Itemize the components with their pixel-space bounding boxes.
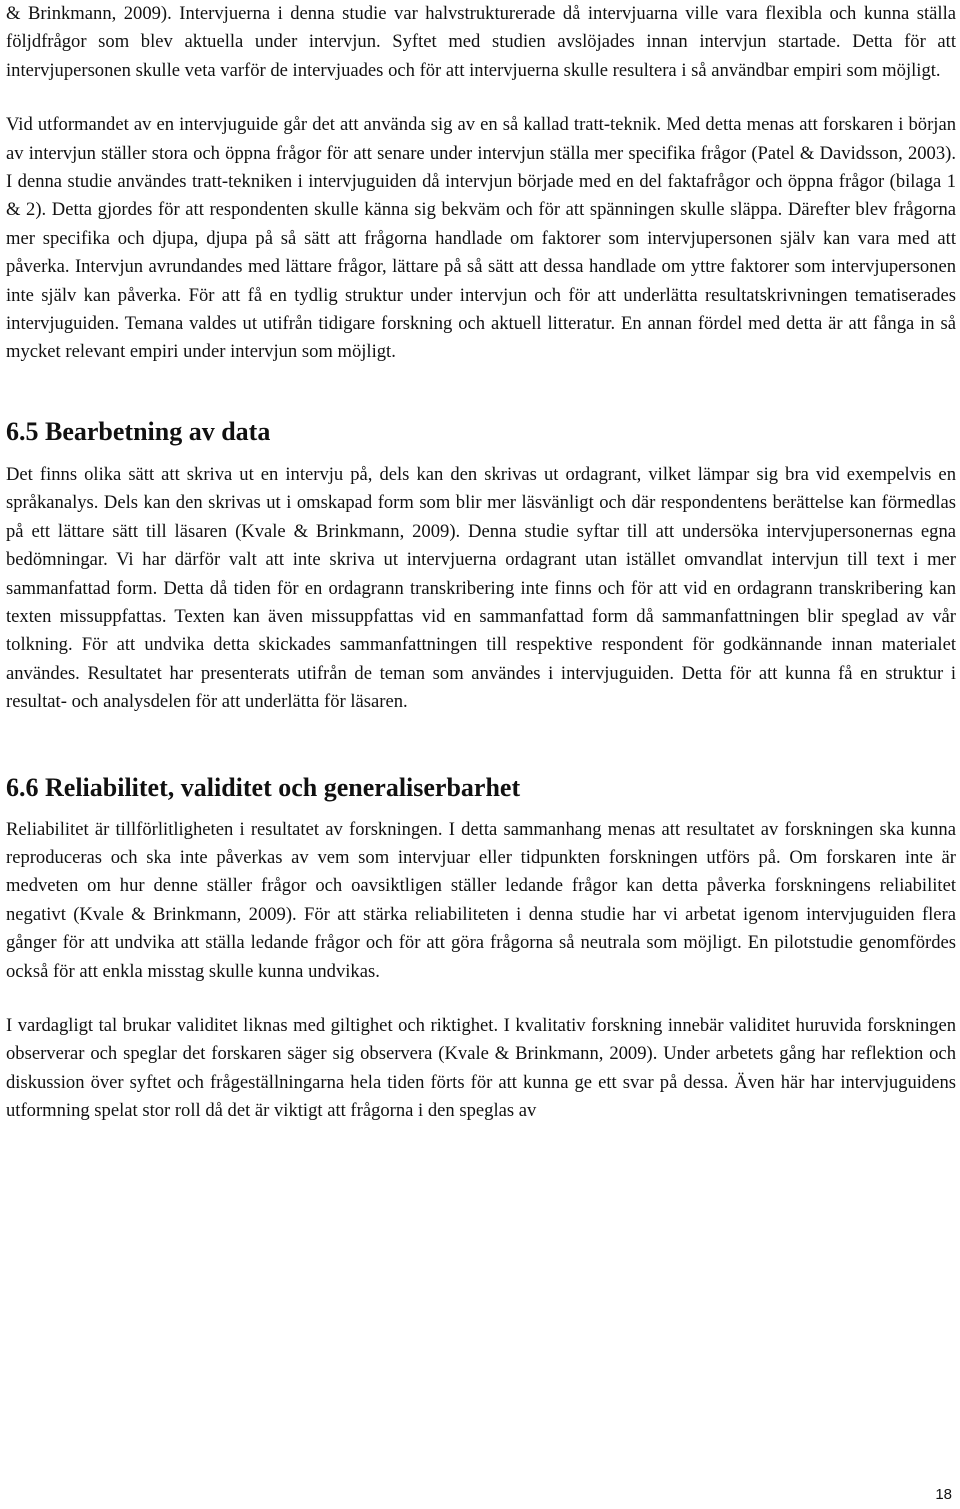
section-heading-reliability-validity: 6.6 Reliabilitet, validitet och generaliserbarhet (6, 772, 521, 802)
paragraph-data-processing: Det finns olika sätt att skriva ut en intervju på, dels kan den skrivas ut ordagrant, vilket lämpar sig bra vid exempelvis en språkanalys. Dels kan den skrivas ut i omskapad form som blir mer läsvänligt och där respondentens berättelse kan förmedlas på ett lättare sätt till läsaren (Kvale & Brinkmann, 2009). Denna studie syftar till att undersöka intervjupersonernas egna bedömningar. Vi har därför valt att inte skriva ut intervjuerna ordagrant utan istället omvandlat intervjun till text i mer sammanfattad form. Detta då tiden för en ordagrann transkribering inte finns och för att vid en ordagrann transkribering kan texten missuppfattas. Texten kan även missuppfattas vid en sammanfattad form då sammanfattningen blir speglad av vår tolkning. För att undvika detta skickades sammanfattningen till respektive respondent för godkännande innan materialet användes. Resultatet har presenterats utifrån de teman som användes i intervjuguiden. Detta för att kunna få en struktur i resultat- och analysdelen för att underlätta för läsaren. (6, 463, 956, 713)
paragraph-interview-structure: & Brinkmann, 2009). Intervjuerna i denna studie var halvstrukturerade då intervjuarna ville vara flexibla och kunna ställa följdfrågor som blev aktuella under intervjun. Syftet med studien avslöjades innan intervjun startade. Detta för att intervjupersonen skulle veta varför de intervjuades och för att intervjuerna skulle resultera i så användbar empiri som möjligt. (6, 3, 956, 81)
paragraph-validity: I vardagligt tal brukar validitet liknas med giltighet och riktighet. I kvalitativ forskning innebär validitet huruvida forskningen observerar och speglar det forskaren säger sig observera (Kvale & Brinkmann, 2009). Under arbetets gång har reflektion och diskussion över syftet och frågeställningarna hela tiden förts för att kunna ge ett svar på dessa. Även här har intervjuguidens utformning spelat stor roll då det är viktigt att frågorna i den speglas av (6, 1014, 956, 1122)
section-heading-data-processing: 6.5 Bearbetning av data (6, 416, 271, 446)
paragraph-reliability: Reliabilitet är tillförlitligheten i resultatet av forskningen. I detta sammanhang menas att resultatet av forskningen ska kunna reproduceras och ska inte påverkas av vem som intervjuar eller tidpunkten forskningen utförs på. Om forskaren inte är medveten om hur denne ställer frågor och oavsiktligen ställer ledande frågor kan detta påverka forskningens reliabilitet negativt (Kvale & Brinkmann, 2009). För att stärka reliabiliteten i denna studie har vi arbetat igenom intervjuguiden flera gånger för att undvika att ställa ledande frågor och för att göra frågorna så neutrala som möjligt. En pilotstudie genomfördes också för att enkla misstag skulle kunna undvikas. (6, 818, 956, 982)
document-page (6, 0, 956, 1126)
paragraph-funnel-technique: Vid utformandet av en intervjuguide går det att använda sig av en så kallad tratt-teknik. Med detta menas att forskaren i början av intervjun ställer stora och öppna frågor för att senare under intervjun ställa mer specifika frågor (Patel & Davidsson, 2003). I denna studie användes tratt-tekniken i intervjuguiden då intervjun började med en del faktafrågor och öppna frågor (bilaga 1 & 2). Detta gjordes för att respondenten skulle känna sig bekväm och för att spänningen skulle släppa. Därefter blev frågorna mer specifika och djupa, djupa på så sätt att frågorna handlade om faktorer som intervjupersonen själv kan vara med att påverka. Intervjun avrundandes med lättare frågor, lättare på så sätt att dessa handlade om yttre faktorer som intervjupersonen inte själv kan påverka. För att få en tydlig struktur under intervjun och för att underlätta resultatskrivningen tematiserades intervjuguiden. Temana valdes ut utifrån tidigare forskning och aktuell litteratur. En annan fördel med detta är att fånga in så mycket relevant empiri under intervjun som möjligt. (6, 114, 956, 363)
page-number: 18 (935, 1486, 952, 1503)
